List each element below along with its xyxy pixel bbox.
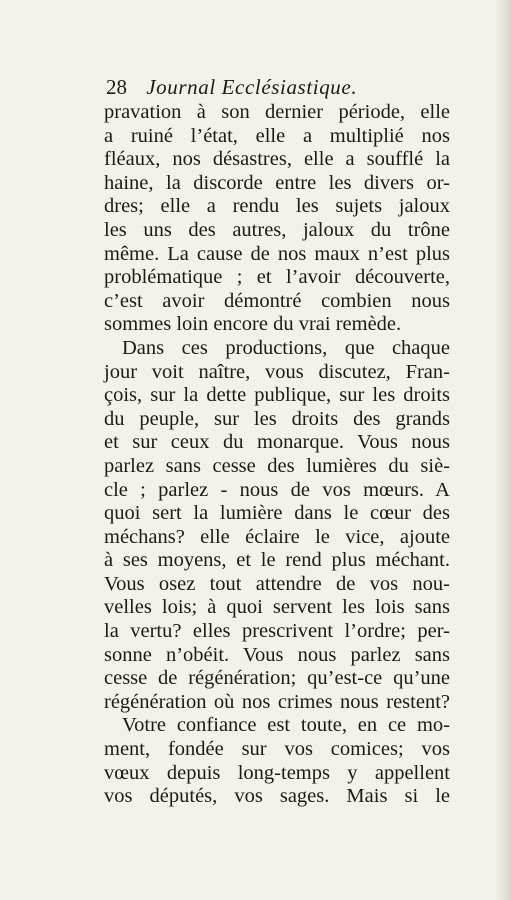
running-title: Journal Ecclésiastique.: [146, 75, 358, 99]
text-line: même. La cause de nos maux n’est plus: [104, 242, 450, 265]
text-line: a ruiné l’état, elle a multiplié nos: [104, 124, 450, 147]
text-line: sommes loin encore du vrai remède.: [104, 313, 402, 336]
text-line: régénération où nos crimes nous restent?: [104, 690, 450, 713]
page-edge: [495, 0, 511, 900]
text-line: cle ; parlez - nous de vos mœurs. A: [104, 478, 450, 501]
text-line: c’est avoir démontré combien nous: [104, 289, 450, 312]
text-line: les uns des autres, jaloux du trône: [104, 218, 450, 241]
text-line: dres; elle a rendu les sujets jaloux: [104, 195, 450, 218]
page-header: [106, 74, 466, 100]
text-line: sonne n’obéit. Vous nous parlez sans: [104, 643, 450, 666]
text-line: jour voit naître, vous discutez, Fran-: [104, 360, 450, 383]
paragraph-start-line: Dans ces productions, que chaque: [122, 336, 450, 359]
text-line: vœux depuis long-temps y appellent: [104, 761, 450, 784]
text-line: velles lois; à quoi servent les lois sans: [104, 596, 450, 619]
text-line: çois, sur la dette publique, sur les droits: [104, 384, 450, 407]
text-line: Vous osez tout attendre de vos nou-: [104, 572, 450, 595]
text-line: et sur ceux du monarque. Vous nous: [104, 431, 450, 454]
text-line: pravation à son dernier période, elle: [104, 101, 450, 123]
text-line: à ses moyens, et le rend plus méchant.: [104, 549, 450, 572]
body-text: [104, 101, 450, 809]
text-line: haine, la discorde entre les divers or-: [104, 171, 450, 194]
text-line: problématique ; et l’avoir découverte,: [104, 266, 450, 289]
text-line: méchans? elle éclaire le vice, ajoute: [104, 525, 450, 548]
text-line: quoi sert la lumière dans le cœur des: [104, 502, 450, 525]
page-number: 28: [106, 75, 127, 99]
text-line: vos députés, vos sages. Mais si le: [104, 785, 450, 808]
text-line: du peuple, sur les droits des grands: [104, 407, 450, 430]
paragraph-start-line: Votre confiance est toute, en ce mo-: [122, 714, 450, 737]
text-line: ment, fondée sur vos comices; vos: [104, 738, 450, 761]
text-line: fléaux, nos désastres, elle a soufflé la: [104, 148, 450, 171]
text-line: la vertu? elles prescrivent l’ordre; per-: [104, 620, 450, 643]
text-line: parlez sans cesse des lumières du siè-: [104, 454, 450, 477]
text-line: cesse de régénération; qu’est-ce qu’une: [104, 667, 450, 690]
